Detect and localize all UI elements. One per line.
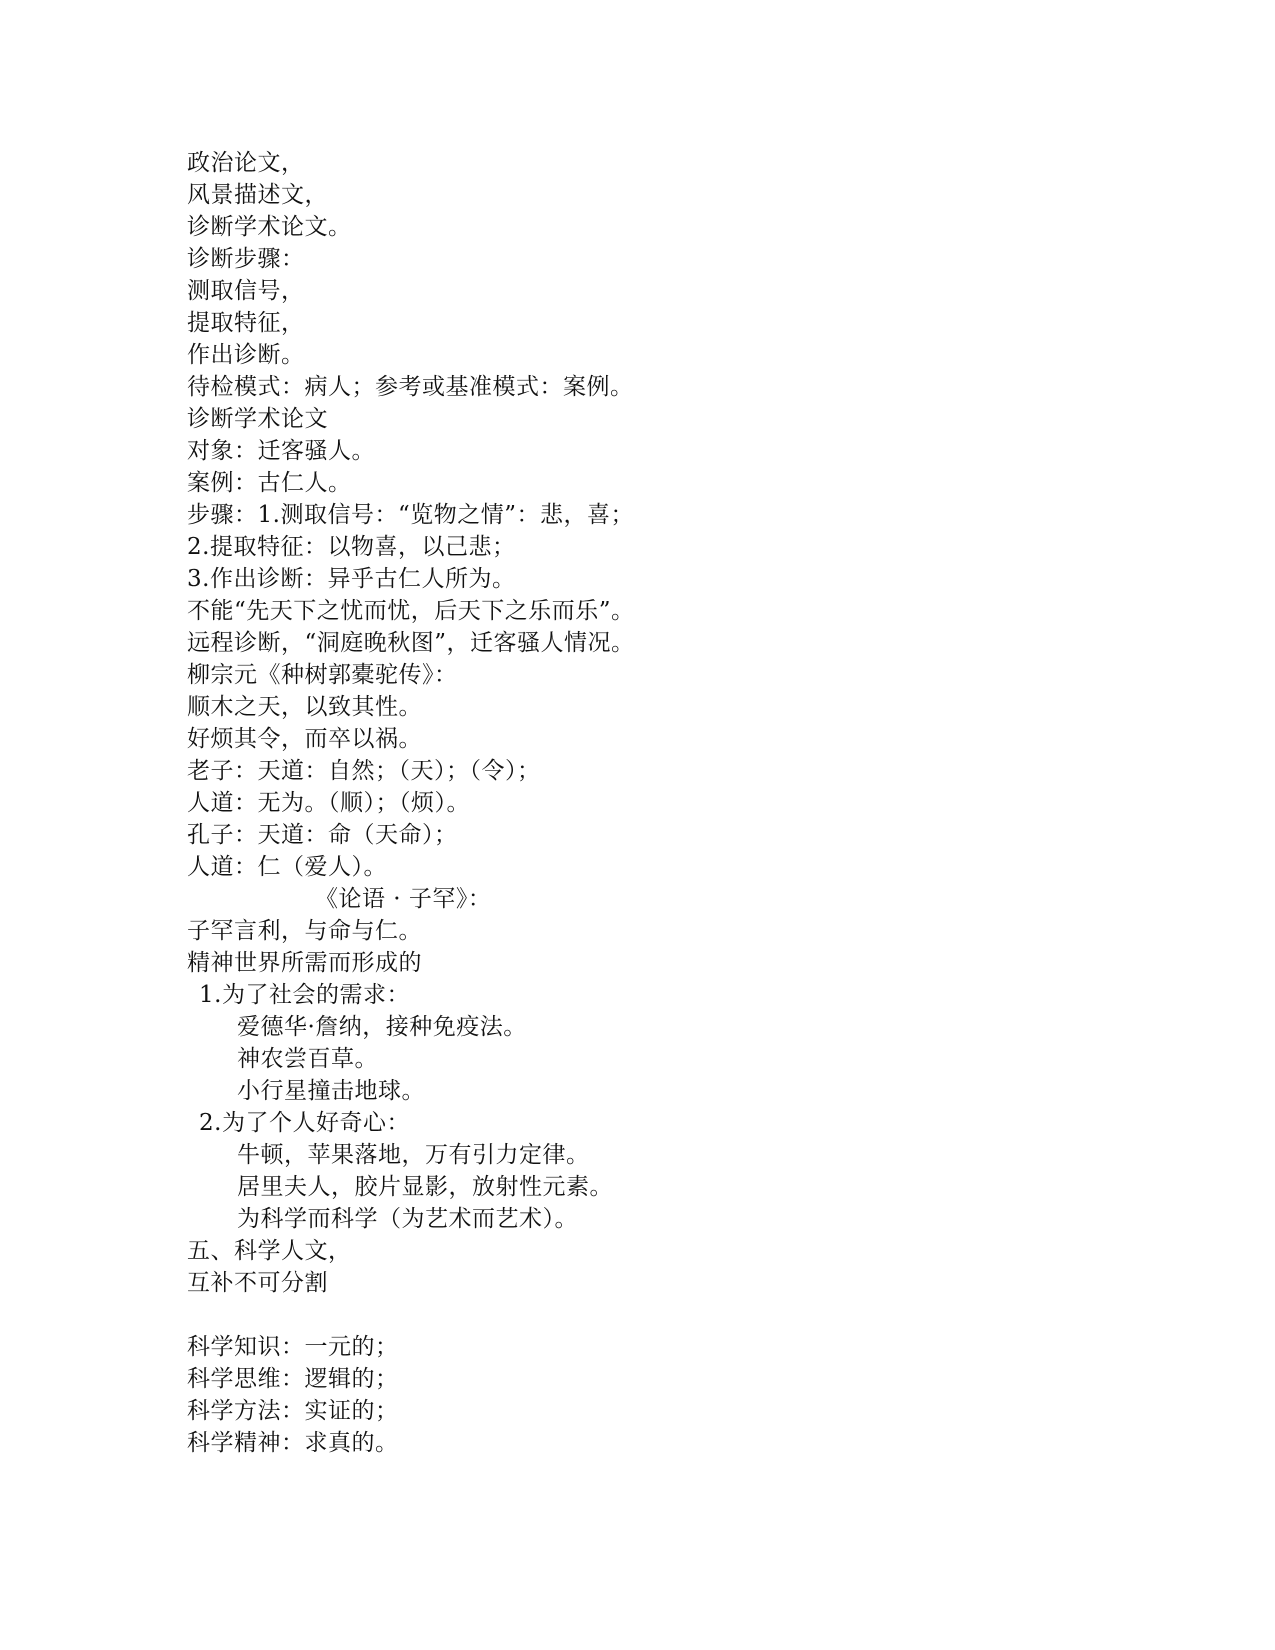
text-line: 风景描述文， <box>187 182 328 208</box>
blank-line <box>187 1299 1087 1331</box>
text-line: 科学思维：逻辑的； <box>187 1366 399 1392</box>
text-line: 待检模式：病人；参考或基准模式：案例。 <box>187 374 634 400</box>
text-line-indented: 小行星撞击地球。 <box>237 1078 425 1104</box>
document-body <box>187 147 1087 1459</box>
text-line: 步骤：1.测取信号：“览物之情”：悲，喜； <box>187 502 634 528</box>
text-line: 对象：迁客骚人。 <box>187 438 375 464</box>
text-line: 人道：无为。（顺）；（烦）。 <box>187 790 470 816</box>
text-line-indented: 为科学而科学（为艺术而艺术）。 <box>237 1206 578 1232</box>
text-line: 科学精神：求真的。 <box>187 1430 399 1456</box>
text-line: 诊断学术论文。 <box>187 214 352 240</box>
text-line: 案例：古仁人。 <box>187 470 352 496</box>
text-line: 人道：仁（爱人）。 <box>187 854 387 880</box>
text-line: 顺木之天，以致其性。 <box>187 694 422 720</box>
text-line: 孔子：天道：命（天命）； <box>187 822 458 848</box>
text-line-indented: 牛顿，苹果落地，万有引力定律。 <box>237 1142 590 1168</box>
text-line: 诊断步骤： <box>187 246 305 272</box>
text-line: 科学知识：一元的； <box>187 1334 399 1360</box>
text-line: 好烦其令，而卒以祸。 <box>187 726 422 752</box>
text-line-indented: 居里夫人，胶片显影，放射性元素。 <box>237 1174 613 1200</box>
text-line: 2.提取特征：以物喜，以己悲； <box>187 534 516 560</box>
text-line: 不能“先天下之忧而忧，后天下之乐而乐”。 <box>187 598 635 624</box>
text-line: 子罕言利，与命与仁。 <box>187 918 422 944</box>
text-line-indented: 爱德华·詹纳，接种免疫法。 <box>237 1014 527 1040</box>
text-line: 柳宗元《种树郭橐驼传》： <box>187 662 458 688</box>
text-line: 老子：天道：自然；（天）；（令）； <box>187 758 541 784</box>
text-line: 互补不可分割 <box>187 1270 328 1296</box>
text-line: 五、科学人文， <box>187 1238 352 1264</box>
text-line: 提取特征， <box>187 310 305 336</box>
text-line-centered: 《论语 · 子罕》： <box>315 886 492 912</box>
text-line: 精神世界所需而形成的 <box>187 950 422 976</box>
text-line: 远程诊断，“洞庭晚秋图”，迁客骚人情况。 <box>187 630 635 656</box>
text-line-indented: 1.为了社会的需求： <box>199 982 410 1008</box>
text-line: 政治论文， <box>187 150 305 176</box>
text-line: 科学方法：实证的； <box>187 1398 399 1424</box>
text-line: 测取信号， <box>187 278 305 304</box>
text-line: 作出诊断。 <box>187 342 305 368</box>
text-line: 诊断学术论文 <box>187 406 328 432</box>
text-line: 3.作出诊断：异乎古仁人所为。 <box>187 566 516 592</box>
text-line-indented: 2.为了个人好奇心： <box>199 1110 410 1136</box>
text-line-indented: 神农尝百草。 <box>237 1046 378 1072</box>
